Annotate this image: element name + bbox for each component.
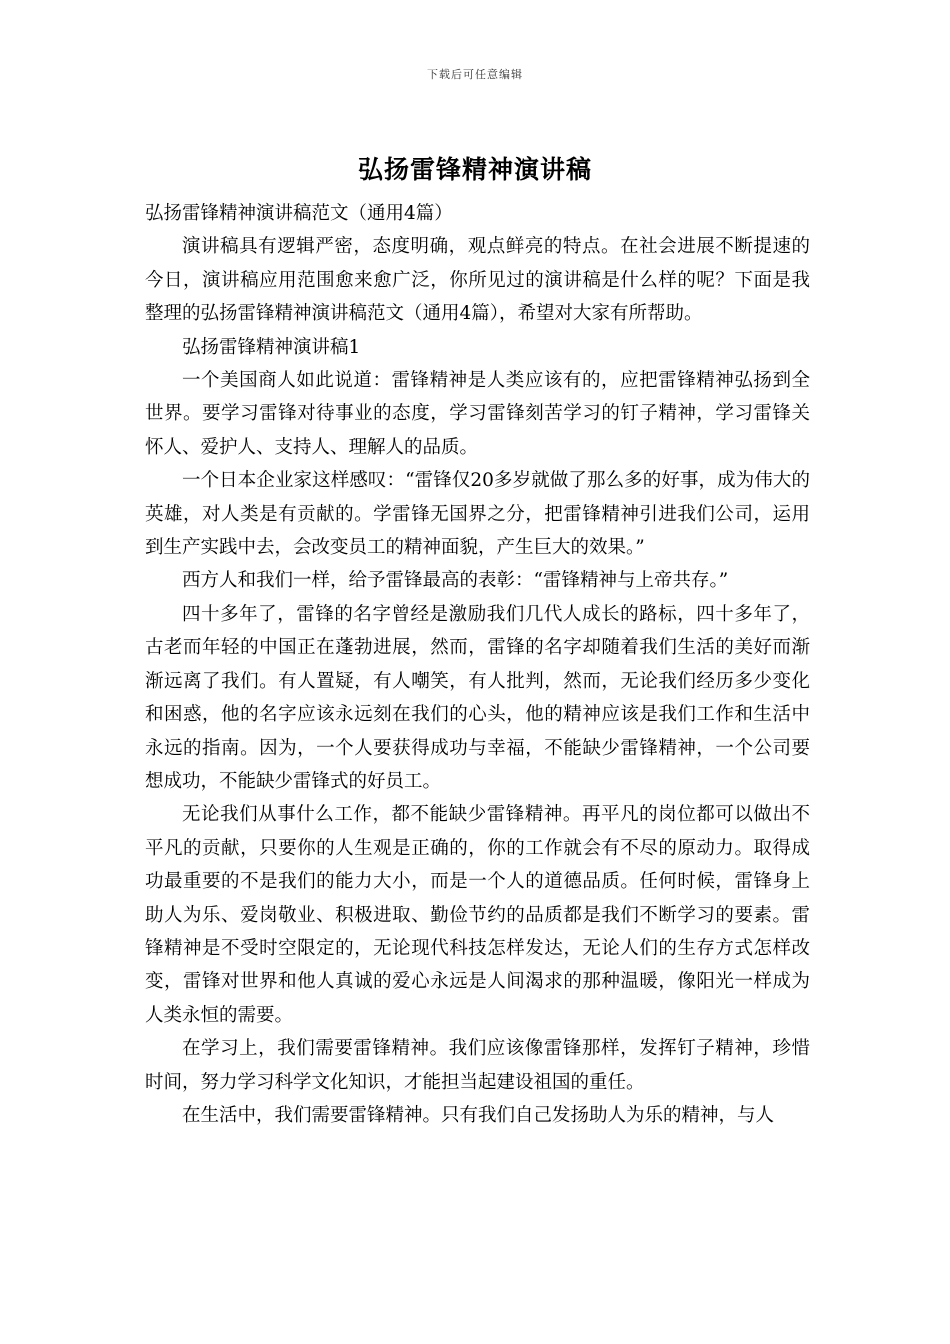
paragraph: 一个日本企业家这样感叹：“雷锋仅20多岁就做了那么多的好事，成为伟大的英雄，对人类是有贡献的。学雷锋无国界之分，把雷锋精神引进我们公司，运用到生产实践中去，会改变员工的精神面貌，产生巨大的效果。” bbox=[145, 470, 810, 559]
header-note: 下载后可任意编辑 bbox=[427, 68, 523, 81]
paragraph: 四十多年了，雷锋的名字曾经是激励我们几代人成长的路标，四十多年了，古老而年轻的中国正在蓬勃进展，然而，雷锋的名字却随着我们生活的美好而渐渐远离了我们。有人置疑，有人嘲笑，有人批判，然而，无论我们经历多少变化和困惑，他的名字应该永远刻在我们的心头，他的精神应该是我们工作和生活中永远的指南。因为，一个人要获得成功与幸福，不能缺少雷锋精神，一个公司要想成功，不能缺少雷锋式的好员工。 bbox=[145, 603, 810, 792]
document-subtitle: 弘扬雷锋精神演讲稿范文（通用4篇） bbox=[145, 203, 453, 224]
paragraph: 无论我们从事什么工作，都不能缺少雷锋精神。再平凡的岗位都可以做出不平凡的贡献，只要你的人生观是正确的，你的工作就会有不尽的原动力。取得成功最重要的不是我们的能力大小，而是一个人的道德品质。任何时候，雷锋身上助人为乐、爱岗敬业、积极进取、勤俭节约的品质都是我们不断学习的要素。雷锋精神是不受时空限定的，无论现代科技怎样发达，无论人们的生存方式怎样改变，雷锋对世界和他人真诚的爱心永远是人间渴求的那种温暖，像阳光一样成为人类永恒的需要。 bbox=[145, 804, 810, 1026]
paragraph: 西方人和我们一样，给予雷锋最高的表彰：“雷锋精神与上帝共存。” bbox=[182, 570, 729, 592]
paragraph: 演讲稿具有逻辑严密，态度明确，观点鲜亮的特点。在社会进展不断提速的今日，演讲稿应用范围愈来愈广泛，你所见过的演讲稿是什么样的呢？下面是我整理的弘扬雷锋精神演讲稿范文（通用4篇），希望对大家有所帮助。 bbox=[145, 236, 810, 325]
paragraph: 在学习上，我们需要雷锋精神。我们应该像雷锋那样，发挥钉子精神，珍惜时间，努力学习科学文化知识，才能担当起建设祖国的重任。 bbox=[145, 1038, 810, 1093]
paragraph: 在生活中，我们需要雷锋精神。只有我们自己发扬助人为乐的精神，与人 bbox=[182, 1104, 775, 1126]
paragraph: 一个美国商人如此说道：雷锋精神是人类应该有的，应把雷锋精神弘扬到全世界。要学习雷锋对待事业的态度，学习雷锋刻苦学习的钉子精神，学习雷锋关怀人、爱护人、支持人、理解人的品质。 bbox=[145, 370, 810, 458]
document-body bbox=[145, 197, 810, 1132]
document-title: 弘扬雷锋精神演讲稿 bbox=[357, 155, 592, 184]
section-heading: 弘扬雷锋精神演讲稿1 bbox=[182, 336, 361, 358]
